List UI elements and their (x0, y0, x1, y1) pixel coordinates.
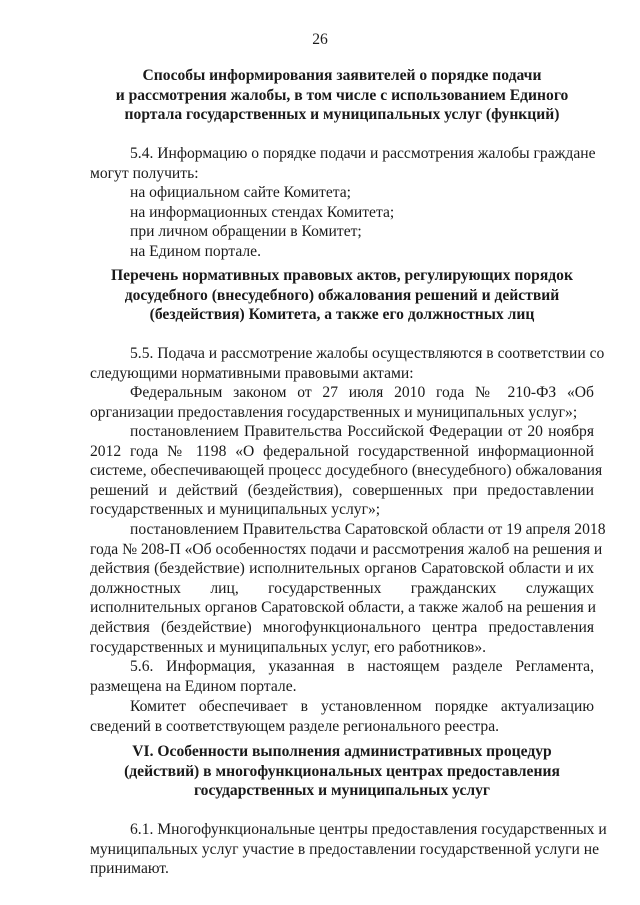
paragraph-line: сведений в соответствующем разделе регионального реестра. (90, 717, 500, 735)
heading-line: (бездействия) Комитета, а также его должностных лиц (149, 306, 535, 324)
list-item: при личном обращении в Комитет; (130, 223, 362, 240)
section-heading-complaint-info (90, 66, 594, 125)
paragraph-line: организации предоставления государственных и муниципальных услуг»; (90, 403, 578, 421)
paragraph-6-1 (90, 820, 607, 879)
paragraph-line: действия (бездействие) многофункционального центра предоставления (90, 618, 594, 636)
paragraph-line: постановлением Правительства Российской Федерации от 20 ноября (130, 423, 594, 440)
paragraph-line: муниципальных услуг участие в предоставлении государственной услуги не (90, 840, 600, 858)
paragraph-line: постановлением Правительства Саратовской области от 19 апреля 2018 (130, 521, 606, 538)
paragraph-line: года № 208-П «Об особенностях подачи и рассмотрения жалоб на решения и (90, 540, 603, 558)
paragraph-regional-decree (90, 520, 606, 657)
heading-line: государственных и муниципальных услуг (193, 782, 490, 800)
list-item: на официальном сайте Комитета; (130, 184, 352, 201)
paragraph-line: 5.4. Информацию о порядке подачи и рассмотрения жалобы граждане (130, 145, 596, 162)
paragraph-line: государственных и муниципальных услуг»; (90, 501, 381, 519)
paragraph-5-4 (90, 144, 594, 183)
list-item: на Едином портале. (130, 243, 261, 260)
paragraph-government-decree (90, 422, 603, 520)
paragraph-line: решений и действий (бездействия), совершенных при предоставлении (90, 481, 594, 499)
section-heading-regulations (90, 266, 594, 325)
heading-line: (действий) в многофункциональных центрах предоставления (124, 762, 560, 780)
paragraph-line: 6.1. Многофункциональные центры предоставления государственных и (130, 821, 607, 838)
paragraph-committee (90, 697, 594, 736)
heading-line: портала государственных и муниципальных услуг (функций) (124, 106, 560, 124)
page-number: 26 (312, 31, 328, 48)
paragraph-5-5 (90, 344, 605, 383)
heading-line: Перечень нормативных правовых актов, регулирующих порядок (111, 267, 573, 284)
paragraph-5-6 (90, 657, 594, 696)
heading-line: VI. Особенности выполнения административных процедур (132, 743, 552, 760)
paragraph-line: принимают. (90, 860, 169, 878)
section-heading-mfc (90, 742, 594, 801)
paragraph-line: могут получить: (90, 164, 199, 182)
paragraph-line: системе, обеспечивающей процесс досудебного (внесудебного) обжалования (90, 462, 603, 480)
paragraph-line: Федеральным законом от 27 июля 2010 года № 210-ФЗ «Об (130, 384, 594, 401)
paragraph-line: 5.6. Информация, указанная в настоящем разделе Регламента, (130, 658, 594, 675)
paragraph-line: Комитет обеспечивает в установленном порядке актуализацию (130, 698, 594, 715)
paragraph-line: должностных лиц, государственных гражданских служащих (90, 579, 594, 597)
paragraph-line: исполнительных органов Саратовской области, а также жалоб на решения и (90, 599, 596, 617)
heading-line: досудебного (внесудебного) обжалования решений и действий (124, 286, 560, 304)
paragraph-line: размещена на Едином портале. (90, 677, 297, 695)
paragraph-federal-law (90, 383, 594, 422)
paragraph-line: 2012 года № 1198 «О федеральной государственной информационной (90, 442, 594, 460)
paragraph-line: 5.5. Подача и рассмотрение жалобы осуществляются в соответствии со (130, 345, 605, 362)
list-item: на информационных стендах Комитета; (130, 204, 395, 221)
paragraph-line: следующими нормативными правовыми актами: (90, 364, 414, 382)
paragraph-line: государственных и муниципальных услуг, его работников». (90, 638, 487, 656)
paragraph-line: действия (бездействие) исполнительных органов Саратовской области и их (90, 560, 594, 578)
heading-line: и рассмотрения жалобы, в том числе с использованием Единого (115, 86, 569, 104)
heading-line: Способы информирования заявителей о порядке подачи (142, 67, 542, 84)
